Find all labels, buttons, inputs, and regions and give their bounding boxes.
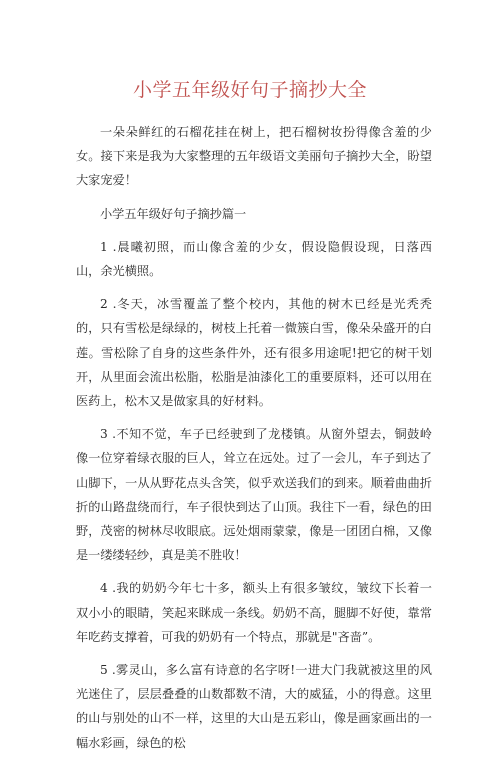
intro-paragraph: 一朵朵鲜红的石榴花挂在树上，把石榴树妆扮得像含羞的少女。接下来是我为大家整理的五年级语文美丽句子摘抄大全，盼望大家宠爱！ [76, 125, 432, 188]
sentence-item-1: 1 .晨曦初照，而山像含羞的少女，假设隐假设现，日落西山，余光横照。 [76, 239, 432, 279]
sentence-item-4: 4 .我的奶奶今年七十多，额头上有很多皱纹，皱纹下长着一双小小的眼睛，笑起来眯成一条线。奶奶不高，腿脚不好使，靠常年吃药支撑着，可我的奶奶有一个特点，那就是"吝啬”。 [76, 581, 432, 644]
sentence-item-3: 3 .不知不觉，车子已经驶到了龙楼镇。从窗外望去，铜鼓岭像一位穿着绿衣服的巨人，耸立在远处。过了一会儿，车子到达了山脚下，一从从野花点头含笑，似乎欢送我们的到来。顺着曲曲折折的山路盘绕而行，车子很快到达了山顶。我往下一看，绿色的田野，茂密的树林尽收眼底。远处烟雨蒙蒙，像是一团团白棉，又像是一缕缕轻纱，真是美不胜收！ [76, 427, 432, 563]
document-body [76, 120, 432, 764]
sentence-item-2: 2 .冬天，冰雪覆盖了整个校内，其他的树木已经是光秃秃的，只有雪松是绿绿的，树枝上托着一微簇白雪，像朵朵盛开的白莲。雪松除了自身的这些条件外，还有很多用途呢!把它的树干划开，从里面会流出松脂，松脂是油漆化工的重要原料，还可以用在医药上，松木又是做家具的好材料。 [76, 297, 432, 409]
sentence-item-5: 5 .雾灵山，多么富有诗意的名字呀!一进大门我就被这里的风光迷住了，层层叠叠的山数都数不清，大的威猛，小的得意。这里的山与别处的山不一样，这里的大山是五彩山，像是画家画出的一幅水彩画，绿色的松 [76, 663, 432, 750]
section-heading: 小学五年级好句子摘抄篇一 [100, 206, 247, 221]
document-title: 小学五年级好句子摘抄大全 [132, 79, 367, 101]
